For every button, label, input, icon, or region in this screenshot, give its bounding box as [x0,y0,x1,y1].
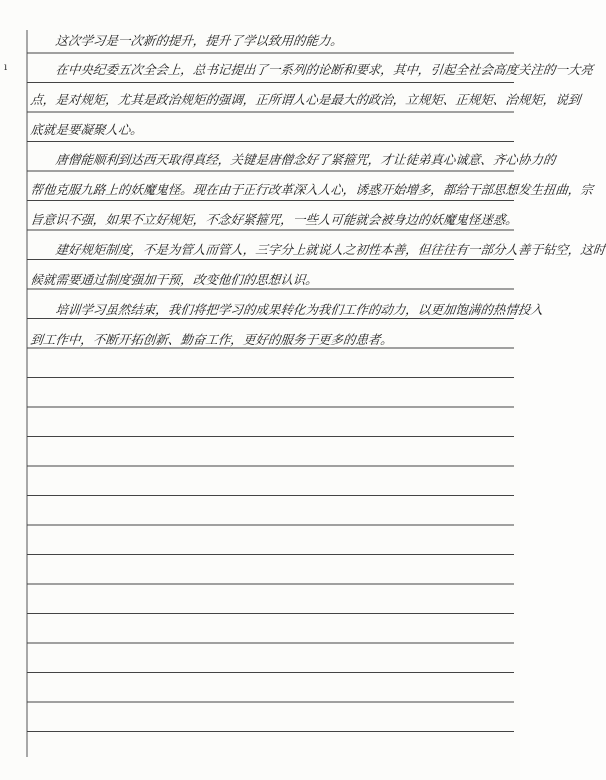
text-line-5: 唐僧能顺利到达西天取得真经，关键是唐僧念好了紧箍咒，才让徒弟真心诚意、齐心协力的 [29,152,557,167]
text-line-9: 候就需要通过制度强加干预，改变他们的思想认识。 [29,272,319,287]
text-line-3: 点，是对规矩，尤其是政治规矩的强调，正所谓人心是最大的政治，立规矩、正规矩、治规矩，说到 [29,92,582,107]
text-line-6: 帮他克服九路上的妖魔鬼怪。现在由于正行改革深入人心，诱惑开始增多，都给干部思想发生扭曲，宗 [29,182,594,197]
text-line-4: 底就是要凝聚人心。 [29,122,144,137]
text-line-2: 在中央纪委五次全会上，总书记提出了一系列的论断和要求，其中，引起全社会高度关注的一大亮 [29,62,594,77]
text-line-11: 到工作中，不断开拓创新、勤奋工作，更好的服务于更多的患者。 [29,332,394,347]
text-line-1: 这次学习是一次新的提升，提升了学以致用的能力。 [29,33,344,48]
text-line-8: 建好规矩制度，不是为管人而管人，三字分上就说人之初性本善，但往往有一部分人善于钻空，这时 [29,242,606,257]
margin-mark: ı [4,62,8,73]
text-line-7: 旨意识不强，如果不立好规矩，不念好紧箍咒，一些人可能就会被身边的妖魔鬼怪迷惑。 [29,212,519,227]
text-line-10: 培训学习虽然结束，我们将把学习的成果转化为我们工作的动力，以更加饱满的热情投入 [29,302,544,317]
